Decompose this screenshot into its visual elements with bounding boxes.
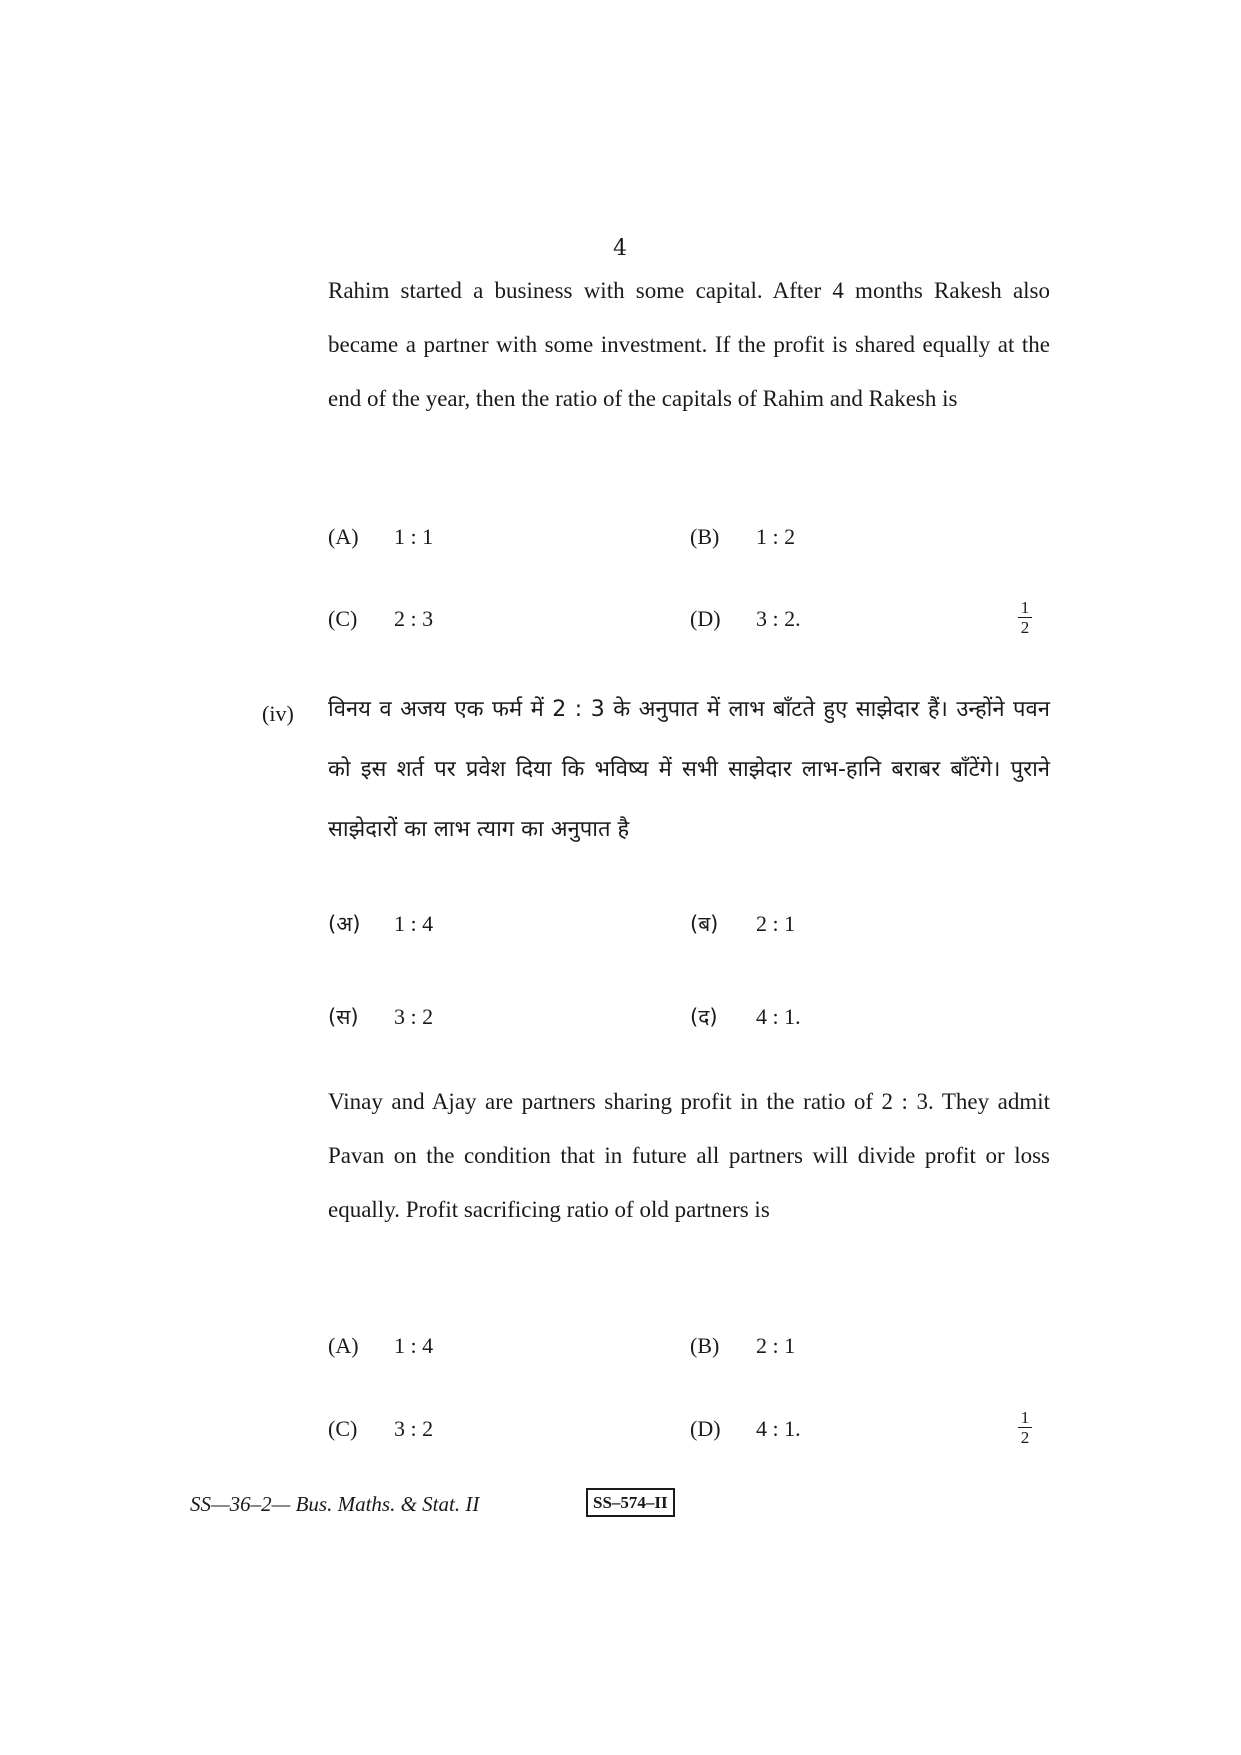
option-value: 1 : 4: [394, 911, 434, 936]
option-label: (D): [690, 1416, 721, 1441]
option-value: 2 : 3: [394, 606, 434, 631]
marks-denominator: 2: [1020, 618, 1030, 637]
option-value: 3 : 2: [394, 1416, 434, 1441]
marks-fraction: [1018, 599, 1032, 636]
marks-numerator: 1: [1020, 598, 1030, 617]
option-value: 3 : 2.: [756, 606, 801, 631]
option-label: (C): [328, 606, 358, 631]
option-label: (A): [328, 524, 359, 549]
option-value: 4 : 1.: [756, 1004, 801, 1029]
option-label: (स): [328, 1005, 359, 1029]
option-c: [328, 606, 433, 632]
option-label: (ब): [690, 912, 719, 936]
option-value: 1 : 1: [394, 524, 434, 549]
option-label: (A): [328, 1333, 359, 1358]
question-number: (iv): [262, 701, 294, 726]
option-d: [690, 1416, 801, 1442]
option-value: 2 : 1: [756, 1333, 796, 1358]
question-text-hindi: विनय व अजय एक फर्म में 2 : 3 के अनुपात में लाभ बाँटते हुए साझेदार हैं। उन्होंने पवन को इस शर्त पर प्रवेश दिया कि भविष्य में सभी साझेदार लाभ-हानि बराबर बाँटेंगे। पुराने साझेदारों का लाभ त्याग का अनुपात है: [328, 697, 1050, 842]
option-value: 2 : 1: [756, 911, 796, 936]
option-c: [328, 1416, 433, 1442]
marks-denominator: 2: [1020, 1428, 1030, 1447]
option-hindi-c: [328, 1003, 433, 1031]
marks-fraction: [1018, 1409, 1032, 1446]
option-value: 1 : 2: [756, 524, 796, 549]
question-text: Rahim started a business with some capital. After 4 months Rakesh also became a partner with some investment. If the profit is shared equally at the end of the year, then the ratio of the capitals of Rahim and Rakesh is: [328, 278, 1050, 411]
page-number: 4: [613, 236, 627, 261]
option-a: [328, 524, 433, 550]
option-d: [690, 606, 801, 632]
option-label: (अ): [328, 912, 361, 936]
option-b: [690, 524, 795, 550]
option-label: (C): [328, 1416, 358, 1441]
option-value: 3 : 2: [394, 1004, 434, 1029]
footer-subject: SS—36–2— Bus. Maths. & Stat. II: [190, 1492, 480, 1516]
option-hindi-a: [328, 910, 433, 938]
option-value: 4 : 1.: [756, 1416, 801, 1441]
option-label: (B): [690, 524, 720, 549]
option-label: (D): [690, 606, 721, 631]
option-a: [328, 1333, 433, 1359]
option-hindi-d: [690, 1003, 801, 1031]
marks-numerator: 1: [1020, 1408, 1030, 1427]
option-label: (द): [690, 1005, 718, 1029]
question-text-english: Vinay and Ajay are partners sharing profit in the ratio of 2 : 3. They admit Pavan on the condition that in future all partners will divide profit or loss equally. Profit sacrificing ratio of old partners is: [328, 1089, 1050, 1222]
option-value: 1 : 4: [394, 1333, 434, 1358]
option-b: [690, 1333, 795, 1359]
option-hindi-b: [690, 910, 795, 938]
paper-code-box: SS–574–II: [586, 1488, 675, 1517]
option-label: (B): [690, 1333, 720, 1358]
